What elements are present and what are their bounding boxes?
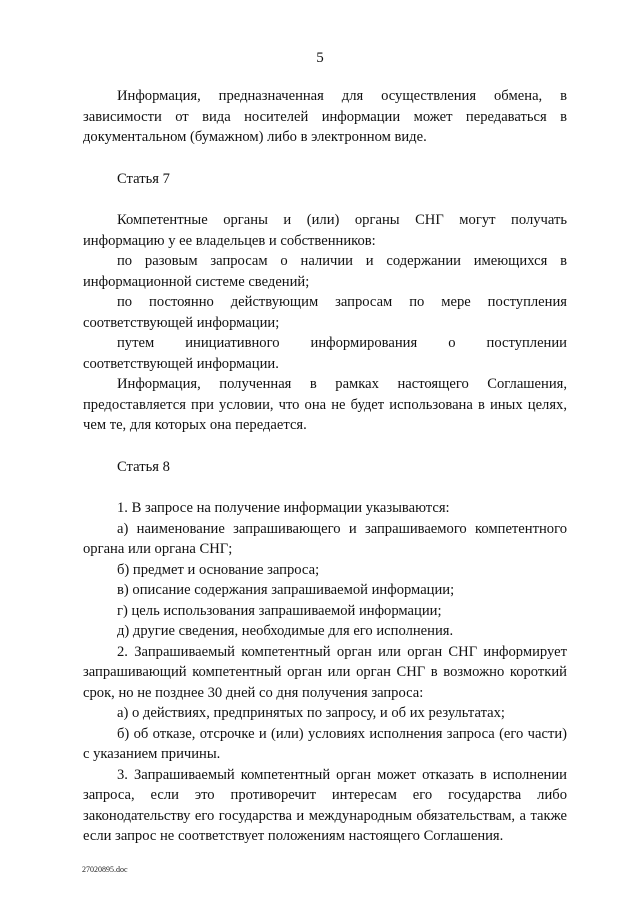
article-8-heading: Статья 8	[117, 458, 170, 475]
article-7-paragraph: путем инициативного информирования о поступлении соответствующей информации.	[83, 335, 567, 372]
article-7-heading: Статья 7	[117, 170, 170, 187]
article-8-paragraph: б) об отказе, отсрочке и (или) условиях исполнения запроса (его части) с указанием причины.	[83, 725, 567, 762]
article-8-paragraph: 1. В запросе на получение информации указываются:	[117, 500, 450, 516]
intro-paragraph: Информация, предназначенная для осуществления обмена, в зависимости от вида носителей информации может передаваться в документальном (бумажном) либо в электронном виде.	[83, 88, 567, 145]
article-7-paragraph: Информация, полученная в рамках настоящего Соглашения, предоставляется при условии, что она не будет использована в иных целях, чем те, для которых она передается.	[83, 376, 567, 433]
article-8-paragraph: 3. Запрашиваемый компетентный орган может отказать в исполнении запроса, если это противоречит интересам его государства либо законодательству его государства и международным обязательствам, а также если запрос не соответствует положениям настоящего Соглашения.	[83, 766, 567, 844]
article-8-paragraph: б) предмет и основание запроса;	[117, 561, 320, 578]
article-8-paragraph: а) о действиях, предпринятых по запросу, и об их результатах;	[117, 705, 505, 721]
article-8-paragraph: 2. Запрашиваемый компетентный орган или орган СНГ информирует запрашивающий компетентный орган или орган СНГ в возможно короткий срок, но не позднее 30 дней со дня получения запроса:	[83, 643, 567, 701]
article-7-paragraph: по постоянно действующим запросам по мере поступления соответствующей информации;	[83, 294, 567, 331]
article-7-paragraph: по разовым запросам о наличии и содержании имеющихся в информационной системе сведений;	[83, 253, 567, 290]
article-7-paragraph: Компетентные органы и (или) органы СНГ могут получать информацию у ее владельцев и собственников:	[83, 212, 567, 249]
article-8-paragraph: в) описание содержания запрашиваемой информации;	[117, 582, 455, 598]
article-8-paragraph: а) наименование запрашивающего и запрашиваемого компетентного органа или органа СНГ;	[83, 520, 567, 557]
article-8-paragraph: г) цель использования запрашиваемой информации;	[117, 602, 442, 619]
article-8-paragraph: д) другие сведения, необходимые для его исполнения.	[117, 623, 454, 639]
page-number: 5	[316, 50, 324, 66]
document-body	[83, 86, 567, 847]
document-footer-filename: 27020895.doc	[82, 865, 128, 874]
